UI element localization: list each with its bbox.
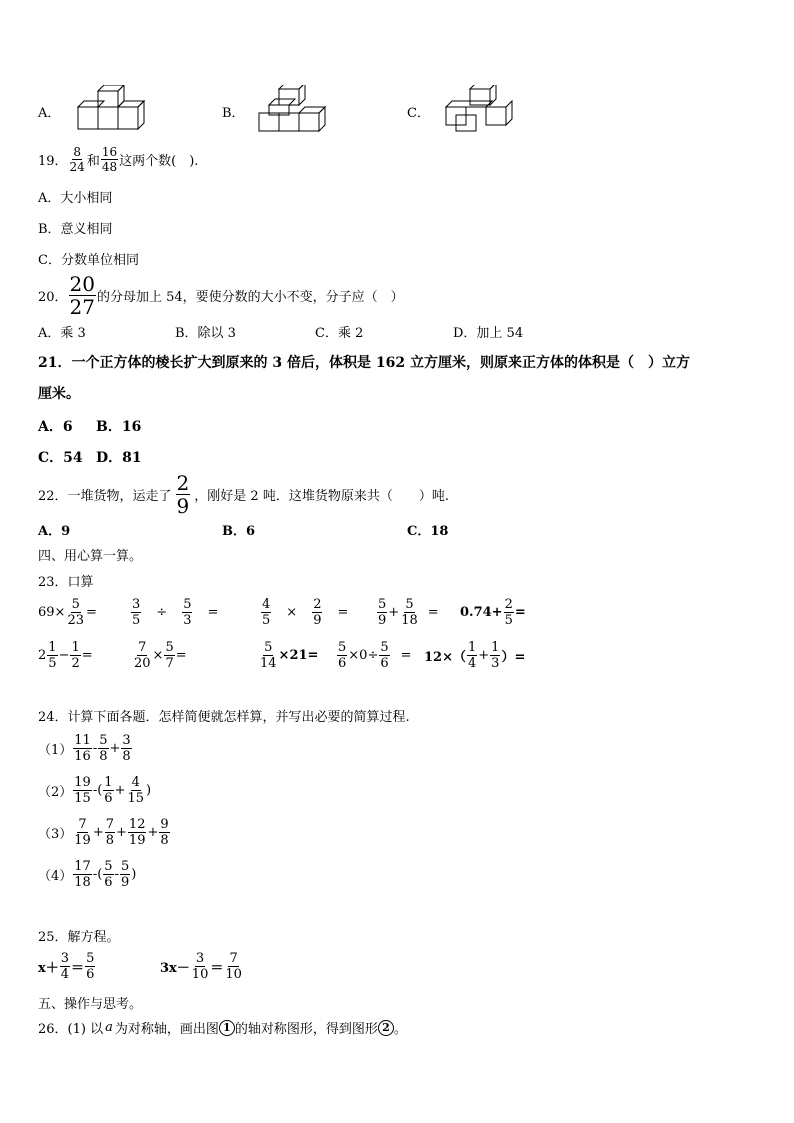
part-label: （1） <box>38 743 73 758</box>
part-label: （3） <box>38 827 73 842</box>
denominator: 4 <box>467 656 477 671</box>
denominator: 19 <box>128 833 146 848</box>
question-number: 19． <box>38 154 68 169</box>
numerator: 16 <box>101 145 118 159</box>
q22-option-c: C．18 <box>407 524 449 539</box>
numerator: 20 <box>69 272 95 296</box>
part-label: （4） <box>38 869 73 884</box>
fraction <box>73 734 92 763</box>
denominator: 8 <box>99 749 108 764</box>
fraction <box>60 952 70 981</box>
numerator: 1 <box>467 640 477 655</box>
numerator: 1 <box>48 640 57 655</box>
q21-option-d: D．81 <box>96 450 142 466</box>
denominator: 14 <box>260 656 277 671</box>
text: ＝ <box>210 961 224 976</box>
fraction <box>261 598 271 627</box>
denominator: 9 <box>313 613 322 628</box>
question-text: 26．(1) 以 <box>38 1022 104 1037</box>
denominator: 10 <box>191 967 209 982</box>
fraction <box>191 952 210 981</box>
fraction <box>164 641 174 670</box>
fraction <box>73 776 92 805</box>
q22-option-b: B．6 <box>222 524 256 539</box>
question-text: 的分母加上 54，要使分数的大小不变，分子应（ ） <box>97 290 404 305</box>
text: 69× <box>38 605 66 620</box>
operator: − <box>58 648 70 663</box>
mental-calc-8 <box>258 641 318 670</box>
text: = <box>337 605 349 620</box>
denominator: 7 <box>165 656 174 671</box>
fraction <box>224 952 243 981</box>
option-label: A． <box>38 105 61 121</box>
fraction <box>121 734 131 763</box>
fraction <box>126 776 145 805</box>
numerator: 1 <box>71 640 80 655</box>
option-label: C． <box>407 105 430 121</box>
q19-option-a: A．大小相同 <box>38 191 113 206</box>
question-number: 20． <box>38 290 68 305</box>
denominator: 15 <box>74 791 91 806</box>
q21-option-a: A．6 <box>38 419 73 435</box>
denominator: 9 <box>378 613 387 628</box>
text: x＋ <box>38 961 59 976</box>
circled-number: 2 <box>378 1020 394 1036</box>
question-20 <box>38 274 404 317</box>
text: ×0÷ <box>348 648 379 663</box>
question-19 <box>38 146 198 173</box>
text: ＝ <box>71 961 85 976</box>
numerator: 5 <box>165 640 174 655</box>
denominator: 9 <box>120 875 130 890</box>
numerator: 4 <box>262 597 271 612</box>
denominator: 5 <box>262 613 271 628</box>
q20-option-a: A．乘 3 <box>38 326 86 341</box>
fraction <box>337 641 347 670</box>
denominator: 6 <box>380 656 389 671</box>
option-label: B． <box>222 105 245 121</box>
numerator: 5 <box>264 640 273 655</box>
fraction <box>259 641 278 670</box>
denominator: 8 <box>122 749 131 764</box>
circled-number: 1 <box>219 1020 235 1036</box>
denominator: 9 <box>176 494 190 518</box>
denominator: 48 <box>101 160 118 174</box>
fraction <box>159 818 169 847</box>
fraction <box>98 734 108 763</box>
numerator: 7 <box>78 817 87 832</box>
question-21-line1: 21．一个正方体的棱长扩大到原来的 3 倍后，体积是 162 立方厘米，则原来正方体的体积是（ ）立方 <box>38 355 690 371</box>
question-21-line2: 厘米。 <box>38 386 80 402</box>
numerator: 5 <box>378 597 387 612</box>
fraction <box>103 860 113 889</box>
numerator: 7 <box>105 817 115 832</box>
q19-option-c: C．分数单位相同 <box>38 253 139 268</box>
cube-figure-b <box>251 85 331 137</box>
numerator: 7 <box>138 640 147 655</box>
fraction <box>120 860 130 889</box>
numerator: 17 <box>74 859 91 874</box>
question-text: 的轴对称图形，得到图形 <box>234 1022 378 1037</box>
text: ) <box>131 867 137 882</box>
numerator: 3 <box>195 951 205 966</box>
fraction <box>85 952 95 981</box>
text: = <box>427 605 439 620</box>
mental-calc-4 <box>376 598 439 627</box>
fraction <box>182 598 192 627</box>
fraction <box>47 641 57 670</box>
fraction <box>69 146 86 173</box>
operator: - <box>114 867 119 882</box>
fraction <box>379 641 389 670</box>
q21-option-b: B．16 <box>96 419 142 435</box>
fraction <box>176 473 191 516</box>
text: = <box>400 648 412 663</box>
numerator: 2 <box>176 471 190 495</box>
fraction <box>66 598 85 627</box>
section-heading: 五、操作与思考。 <box>38 997 143 1012</box>
fraction <box>70 641 80 670</box>
numerator: 9 <box>160 817 169 832</box>
fraction <box>73 818 92 847</box>
operator: -( <box>92 783 103 798</box>
q20-option-c: C．乘 2 <box>315 326 364 341</box>
denominator: 4 <box>60 967 70 982</box>
cube-figure-a <box>76 85 156 137</box>
fraction <box>504 598 514 627</box>
denominator: 18 <box>401 613 418 628</box>
numerator: 5 <box>338 640 347 655</box>
q18-option-c <box>407 85 520 137</box>
denominator: 6 <box>338 656 347 671</box>
numerator: 5 <box>405 597 414 612</box>
equation-2 <box>160 952 244 981</box>
denominator: 6 <box>104 791 113 806</box>
numerator: 5 <box>86 951 95 966</box>
fraction <box>101 146 118 173</box>
q20-option-b: B．除以 3 <box>175 326 236 341</box>
mental-calc-2 <box>130 598 218 627</box>
text: ）= <box>501 650 526 665</box>
numerator: 1 <box>491 640 500 655</box>
question-text: 22．一堆货物，运走了 <box>38 489 172 504</box>
denominator: 8 <box>160 833 169 848</box>
fraction <box>133 641 152 670</box>
cube-figure-c <box>440 85 520 137</box>
denominator: 3 <box>491 656 500 671</box>
text: = <box>85 605 97 620</box>
denominator: 2 <box>71 656 80 671</box>
fraction <box>312 598 322 627</box>
question-25-title: 25．解方程。 <box>38 930 120 945</box>
denominator: 24 <box>69 160 85 174</box>
operator: + <box>114 783 126 798</box>
fraction <box>128 818 147 847</box>
q24-part-4 <box>38 860 136 889</box>
denominator: 20 <box>134 656 151 671</box>
denominator: 8 <box>105 833 115 848</box>
numerator: 5 <box>120 859 130 874</box>
operator: - <box>92 741 98 756</box>
text: 和 <box>86 154 100 169</box>
numerator: 12 <box>128 817 146 832</box>
question-22 <box>38 473 449 516</box>
numerator: 4 <box>131 775 140 790</box>
q24-part-2 <box>38 776 151 805</box>
text: 0.74+ <box>460 605 503 620</box>
mental-calc-10 <box>424 641 525 670</box>
mental-calc-9 <box>336 641 412 670</box>
fraction <box>400 598 419 627</box>
numerator: 19 <box>74 775 91 790</box>
operator: + <box>116 825 127 840</box>
mental-calc-7 <box>132 641 187 670</box>
question-23-title: 23．口算 <box>38 575 94 590</box>
q20-option-d: D．加上 54 <box>453 326 524 341</box>
denominator: 5 <box>48 656 57 671</box>
denominator: 6 <box>104 875 113 890</box>
numerator: 5 <box>99 733 108 748</box>
denominator: 3 <box>183 613 192 628</box>
operator: + <box>388 605 400 620</box>
numerator: 11 <box>74 733 91 748</box>
denominator: 16 <box>74 749 91 764</box>
numerator: 5 <box>183 597 192 612</box>
question-text: 。 <box>393 1022 407 1037</box>
fraction <box>69 274 96 317</box>
denominator: 10 <box>225 967 242 982</box>
equation-1 <box>38 952 96 981</box>
section-heading: 四、用心算一算。 <box>38 549 143 564</box>
whole-number: 2 <box>38 648 47 663</box>
text: = <box>514 605 526 620</box>
denominator: 5 <box>132 613 141 628</box>
numerator: 2 <box>504 597 513 612</box>
text: = <box>207 605 219 620</box>
fraction <box>377 598 387 627</box>
fraction <box>467 641 477 670</box>
denominator: 5 <box>504 613 513 628</box>
numerator: 5 <box>380 640 389 655</box>
q19-option-b: B．意义相同 <box>38 222 113 237</box>
text: 12×（ <box>424 650 466 665</box>
numerator: 3 <box>132 597 141 612</box>
numerator: 8 <box>73 145 81 159</box>
operator: ÷ <box>156 605 168 620</box>
text: ) <box>146 783 152 798</box>
numerator: 1 <box>104 775 113 790</box>
fraction <box>105 818 115 847</box>
text: = <box>81 648 93 663</box>
mental-calc-3 <box>260 598 348 627</box>
numerator: 5 <box>104 859 113 874</box>
question-text: 这两个数( ). <box>119 154 199 169</box>
operator: × <box>152 648 164 663</box>
fraction <box>73 860 92 889</box>
question-text: ，刚好是 2 吨．这堆货物原来共（ ）吨. <box>194 489 449 504</box>
fraction <box>131 598 141 627</box>
mental-calc-6 <box>38 641 93 670</box>
mental-calc-5 <box>460 598 526 627</box>
text: ×21= <box>278 648 319 663</box>
operator: × <box>286 605 298 620</box>
axis-variable: a <box>105 1020 113 1035</box>
mental-calc-1 <box>38 598 97 627</box>
denominator: 27 <box>69 295 95 319</box>
q22-option-a: A．9 <box>38 524 71 539</box>
operator: + <box>109 741 121 756</box>
question-26 <box>38 1018 407 1037</box>
fraction <box>103 776 113 805</box>
denominator: 15 <box>127 791 145 806</box>
q18-option-a <box>38 85 156 137</box>
q21-option-c: C．54 <box>38 450 83 466</box>
denominator: 6 <box>86 967 95 982</box>
q24-part-1 <box>38 734 133 763</box>
question-24-title: 24．计算下面各题．怎样简便就怎样算，并写出必要的简算过程. <box>38 710 410 725</box>
text: 3x－ <box>160 961 190 976</box>
q24-part-3 <box>38 818 171 847</box>
operator: + <box>478 648 490 663</box>
fraction <box>490 641 500 670</box>
operator: + <box>147 825 159 840</box>
text: = <box>175 648 187 663</box>
operator: + <box>92 825 104 840</box>
operator: -( <box>92 867 103 882</box>
denominator: 18 <box>74 875 91 890</box>
numerator: 2 <box>313 597 322 612</box>
denominator: 23 <box>67 613 84 628</box>
numerator: 3 <box>60 951 70 966</box>
numerator: 3 <box>122 733 131 748</box>
numerator: 7 <box>229 951 238 966</box>
denominator: 19 <box>74 833 91 848</box>
question-text: 为对称轴，画出图 <box>114 1022 219 1037</box>
q18-option-b <box>222 85 331 137</box>
numerator: 5 <box>71 597 80 612</box>
part-label: （2） <box>38 785 73 800</box>
